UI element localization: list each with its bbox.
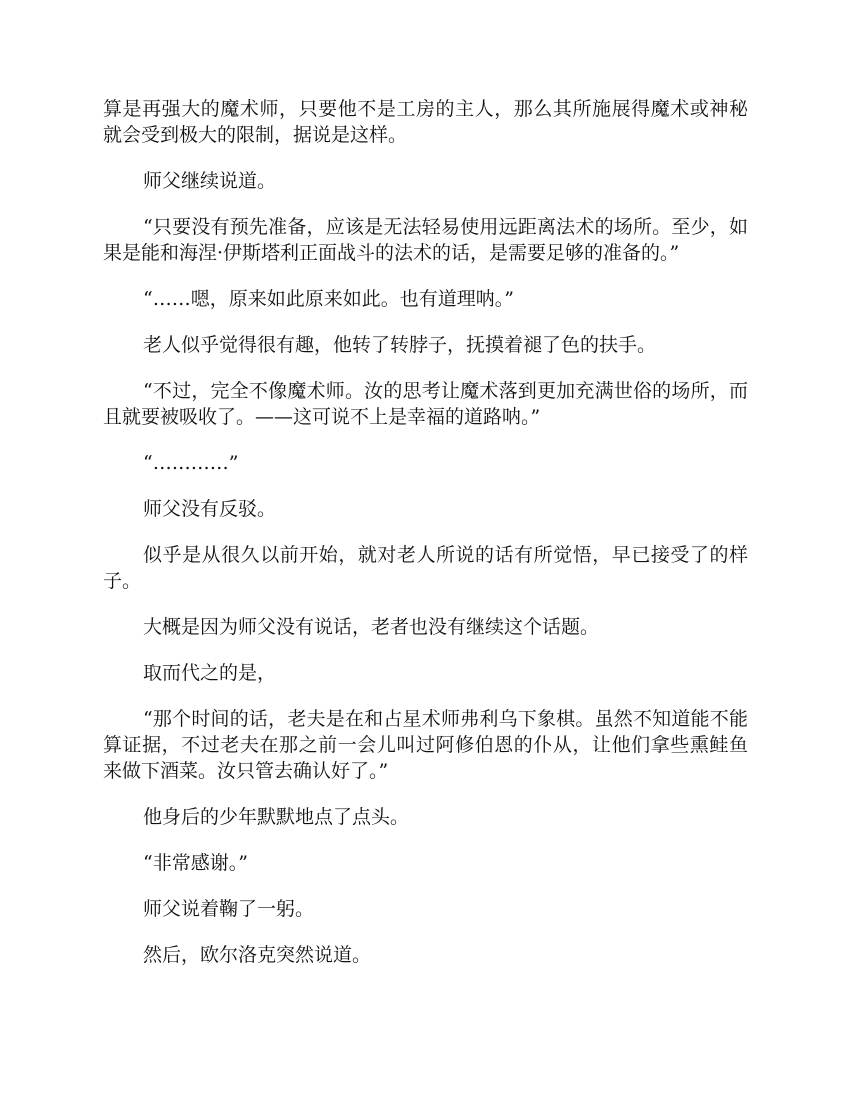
paragraph: 大概是因为师父没有说话，老者也没有继续这个话题。 bbox=[143, 616, 600, 638]
paragraph: “非常感谢。” bbox=[143, 852, 248, 874]
paragraph: 他身后的少年默默地点了点头。 bbox=[143, 806, 410, 828]
paragraph: 取而代之的是， bbox=[143, 662, 277, 684]
paragraph: 师父没有反驳。 bbox=[143, 498, 277, 520]
paragraph: 似乎是从很久以前开始，就对老人所说的话有所觉悟，早已接受了的样子。 bbox=[103, 544, 748, 592]
paragraph: 然后，欧尔洛克突然说道。 bbox=[143, 944, 372, 966]
paragraph: “不过，完全不像魔术师。汝的思考让魔术落到更加充满世俗的场所，而且就要被吸收了。——这可说不上是幸福的道路呐。” bbox=[103, 380, 748, 428]
paragraph: 师父继续说道。 bbox=[143, 170, 277, 192]
paragraph: “…………” bbox=[143, 452, 239, 474]
paragraph: 师父说着鞠了一躬。 bbox=[143, 898, 315, 920]
paragraph: “那个时间的话，老夫是在和占星术师弗利乌下象棋。虽然不知道能不能算证据，不过老夫在那之前一会儿叫过阿修伯恩的仆从，让他们拿些熏鲑鱼来做下酒菜。汝只管去确认好了。” bbox=[103, 708, 748, 782]
document-body bbox=[103, 96, 748, 988]
paragraph: “只要没有预先准备，应该是无法轻易使用远距离法术的场所。至少，如果是能和海涅·伊斯塔利正面战斗的法术的话，是需要足够的准备的。” bbox=[103, 216, 748, 264]
paragraph: 老人似乎觉得很有趣，他转了转脖子，抚摸着褪了色的扶手。 bbox=[143, 334, 657, 356]
paragraph: 算是再强大的魔术师，只要他不是工房的主人，那么其所施展得魔术或神秘就会受到极大的限制，据说是这样。 bbox=[103, 98, 748, 146]
paragraph: “……嗯，原来如此原来如此。也有道理呐。” bbox=[143, 288, 514, 310]
